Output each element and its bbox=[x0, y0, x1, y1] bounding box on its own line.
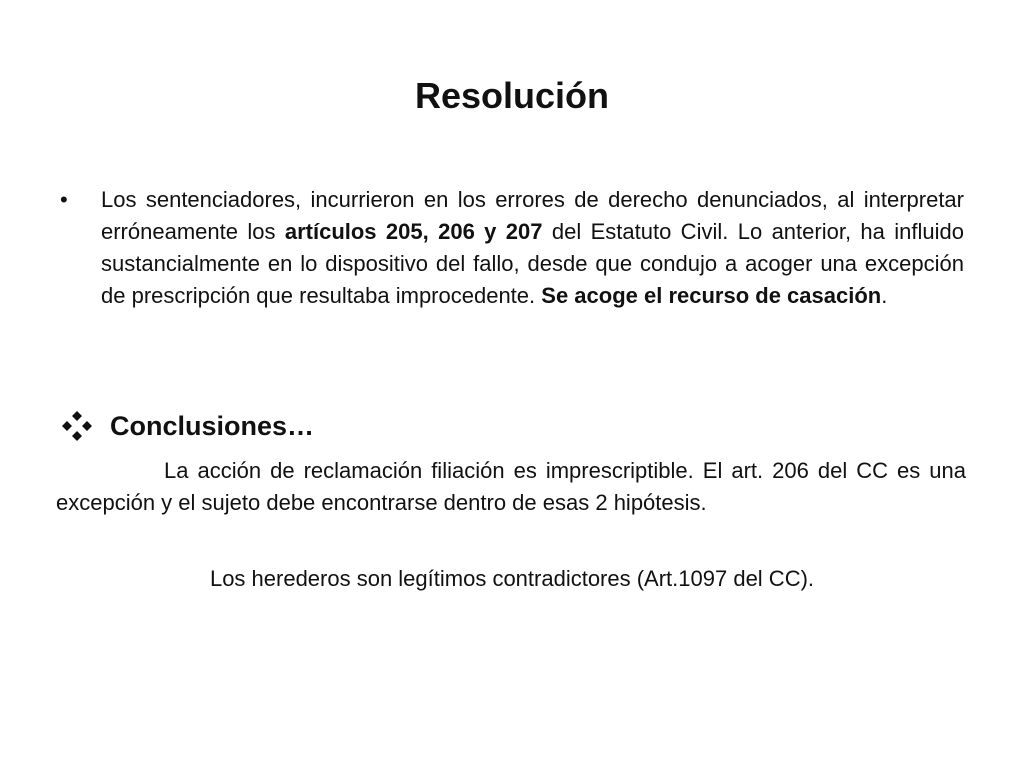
bullet-text-part3: . bbox=[881, 283, 888, 308]
conclusions-heading-text: Conclusiones… bbox=[110, 411, 315, 441]
bullet-text-part2: del Estatuto Civil. Lo anterior, ha influido sustancialmente en lo dispositivo del fallo, desde que condujo a acoger una excepción de prescripción que resultaba improcedente. bbox=[101, 219, 964, 308]
bullet-dot-icon: • bbox=[60, 187, 68, 212]
bullet-text bbox=[101, 184, 964, 312]
four-diamond-bullet-icon bbox=[60, 409, 94, 443]
bullet-item bbox=[60, 184, 964, 312]
bullet-text-articles: artículos 205, 206 y 207 bbox=[284, 219, 543, 244]
conclusions-heading bbox=[60, 406, 314, 446]
bullet-text-ruling: Se acoge el recurso de casación bbox=[541, 283, 882, 308]
conclusion-paragraph-2: Los herederos son legítimos contradictores (Art.1097 del CC). bbox=[209, 566, 815, 591]
slide-title: Resolución bbox=[414, 75, 610, 116]
conclusion-paragraph-1: La acción de reclamación filiación es imprescriptible. El art. 206 del CC es una excepción y el sujeto debe encontrarse dentro de esas 2 hipótesis. bbox=[56, 458, 966, 515]
bullet-text-part1: Los sentenciadores, incurrieron en los errores de derecho denunciados, al interpretar erróneamente los bbox=[101, 187, 964, 244]
